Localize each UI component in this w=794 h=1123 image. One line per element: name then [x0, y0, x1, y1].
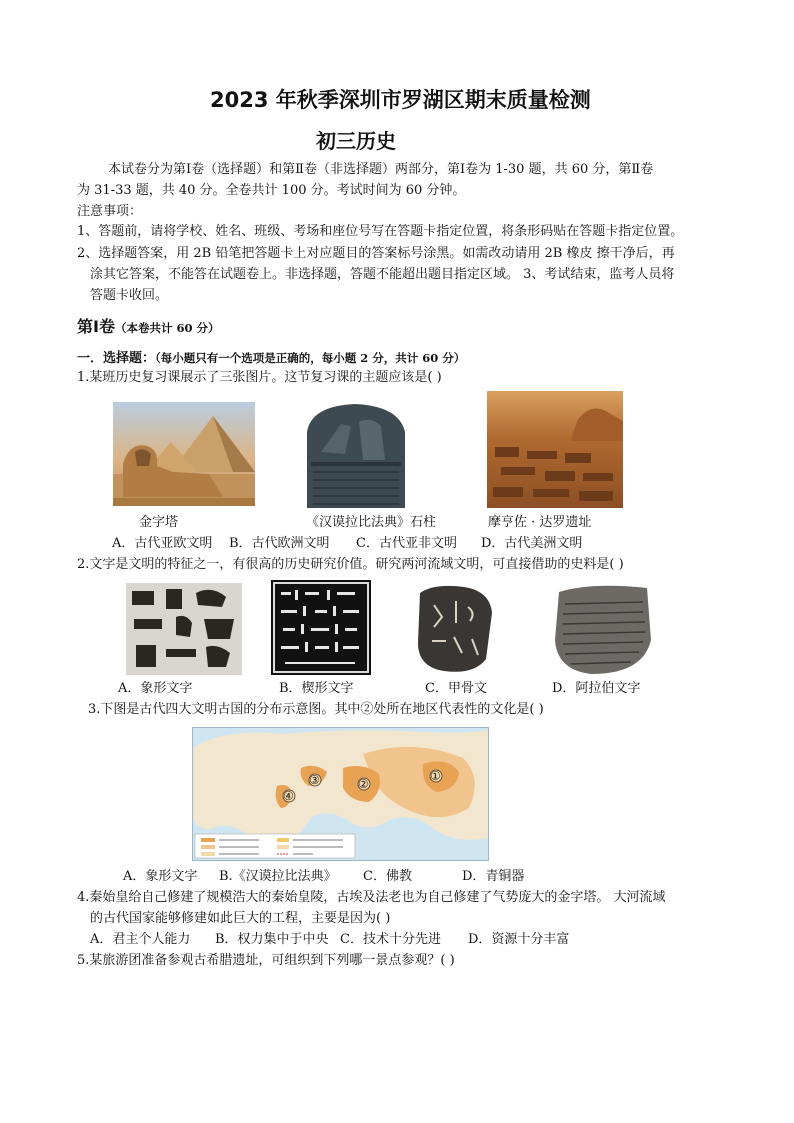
caption-hammurabi: 《汉谟拉比法典》石柱: [306, 515, 437, 530]
q1-stem: 1.某班历史复习课展示了三张图片。这节复习课的主题应该是( ): [77, 370, 442, 385]
q1-option-b[interactable]: B．古代欧洲文明: [229, 536, 330, 551]
hammurabi-stele-image: [301, 402, 410, 508]
q2-option-a[interactable]: A．象形文字: [118, 681, 193, 696]
q5-stem: 5.某旅游团准备参观古希腊遗址，可组织到下列哪一景点参观？( ): [77, 953, 455, 968]
notes-heading: 注意事项：: [77, 204, 143, 219]
civilizations-map: [192, 727, 489, 861]
map-marker-3: ③: [309, 773, 320, 787]
exam-subtitle: 初三历史: [316, 129, 396, 153]
section-heading: [77, 314, 219, 337]
note-1: 1、答题前，请将学校、姓名、班级、考场和座位号写在答题卡指定位置，将条形码贴在答题卡指定位置。: [77, 224, 684, 239]
q3-option-d[interactable]: D．青铜器: [462, 869, 525, 884]
hieroglyph-image: [126, 583, 242, 675]
caption-pyramid: 金字塔: [139, 515, 179, 530]
section-note: （本卷共计 60 分）: [114, 321, 220, 335]
part-label: 一．选择题：: [77, 351, 156, 366]
note-2-line-2: 涂其它答案，不能答在试题卷上。非选择题，答题不能超出题目指定区域。 3、考试结束，监考人员将: [90, 267, 675, 282]
q4-option-c[interactable]: C．技术十分先进: [340, 932, 441, 947]
map-marker-4: ④: [283, 789, 294, 803]
q2-stem: 2.文字是文明的特征之一，有很高的历史研究价值。研究两河流域文明，可直接借助的史料是( ): [77, 557, 624, 572]
q4-option-d[interactable]: D．资源十分丰富: [468, 932, 570, 947]
q4-stem-line-1: 4.秦始皇给自己修建了规模浩大的秦始皇陵，古埃及法老也为自己修建了气势庞大的金字塔。 大河流域: [77, 890, 666, 905]
q4-option-b[interactable]: B．权力集中于中央: [215, 932, 329, 947]
arabic-script-image: [551, 580, 654, 678]
mohenjo-daro-image: [487, 391, 623, 508]
q3-option-b[interactable]: B.《汉谟拉比法典》: [219, 869, 337, 884]
q3-option-a[interactable]: A．象形文字: [123, 869, 198, 884]
q1-option-a[interactable]: A．古代亚欧文明: [112, 536, 213, 551]
pyramid-sphinx-image: [113, 402, 255, 506]
part-note: （每小题只有一个选项是正确的，每小题 2 分，共计 60 分）: [155, 351, 466, 365]
q3-stem: 3.下图是古代四大文明古国的分布示意图。其中②处所在地区代表性的文化是( ): [88, 702, 544, 717]
intro-line-1: 本试卷分为第Ⅰ卷（选择题）和第Ⅱ卷（非选择题）两部分，第Ⅰ卷为 1-30 题，共 60 分，第Ⅱ卷: [108, 162, 654, 177]
intro-line-2: 为 31-33 题，共 40 分。全卷共计 100 分。考试时间为 60 分钟。: [77, 183, 466, 198]
note-2-line-1: 2、选择题答案，用 2B 铅笔把答题卡上对应题目的答案标号涂黑。如需改动请用 2B 橡皮 擦干净后，再: [77, 246, 675, 261]
note-2-line-3: 答题卡收回。: [90, 288, 169, 303]
part-heading: [77, 347, 465, 366]
q3-option-c[interactable]: C．佛教: [363, 869, 412, 884]
section-label: 第Ⅰ卷: [77, 317, 115, 336]
q2-option-b[interactable]: B．楔形文字: [279, 681, 354, 696]
caption-mohenjo-daro: 摩亨佐 · 达罗遗址: [488, 515, 592, 530]
q4-option-a[interactable]: A．君主个人能力: [90, 932, 191, 947]
cuneiform-image: [271, 580, 371, 675]
q1-option-d[interactable]: D．古代美洲文明: [481, 536, 583, 551]
map-marker-1: ①: [430, 769, 441, 783]
q2-option-c[interactable]: C．甲骨文: [425, 681, 487, 696]
oracle-bone-image: [414, 583, 494, 675]
q1-option-c[interactable]: C．古代亚非文明: [356, 536, 457, 551]
map-marker-2: ②: [358, 777, 369, 791]
q4-stem-line-2: 的古代国家能够修建如此巨大的工程，主要是因为( ): [90, 911, 391, 926]
q2-option-d[interactable]: D．阿拉伯文字: [552, 681, 641, 696]
exam-title: 2023 年秋季深圳市罗湖区期末质量检测: [210, 88, 591, 112]
